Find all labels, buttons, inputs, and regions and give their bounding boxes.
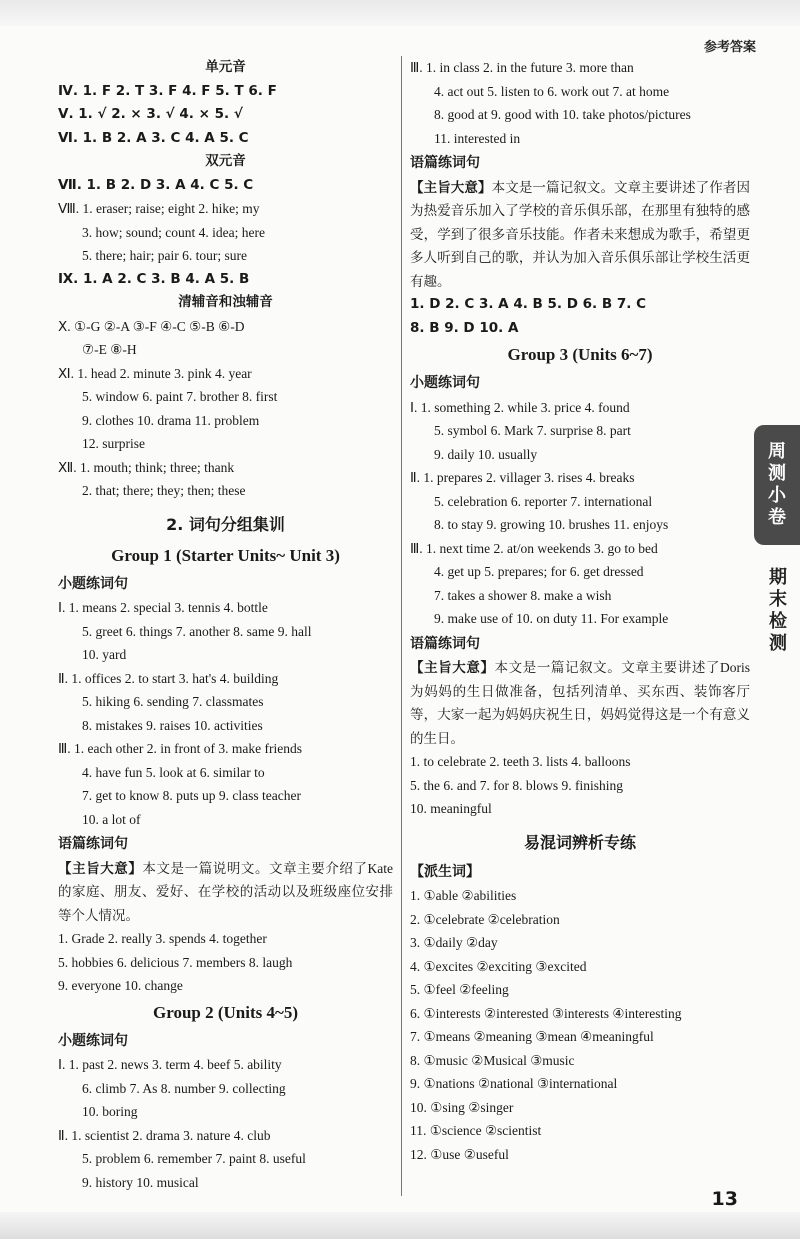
answer-line: 8. to stay 9. growing 10. brushes 11. enjoys (434, 517, 669, 532)
answer-line: 5. symbol 6. Mark 7. surprise 8. part (434, 423, 631, 438)
answer-line: Ⅳ. 1. F 2. T 3. F 4. F 5. T 6. F (58, 82, 277, 99)
answer-line: 6. climb 7. As 8. number 9. collecting (82, 1080, 286, 1096)
answer-line: 7. takes a shower 8. make a wish (434, 587, 612, 603)
summary-tag: 【主旨大意】 (410, 179, 492, 195)
answer-line: Ⅰ. 1. past 2. news 3. term 4. beef 5. ability (58, 1057, 282, 1072)
answer-line: 9. ①nations ②national ③international (410, 1076, 618, 1091)
answer-line: ⑦-E ⑧-H (82, 342, 137, 357)
answer-line: 8. good at 9. good with 10. take photos/pictures (434, 107, 691, 122)
answer-line: Ⅺ. 1. head 2. minute 3. pink 4. year (58, 365, 252, 381)
section-label: 小题练词句 (58, 1032, 128, 1049)
side-tab-char: 检 (769, 611, 787, 632)
summary-tag: 【主旨大意】 (410, 660, 495, 675)
section-label: 语篇练词句 (410, 155, 480, 171)
bottom-scan-edge (0, 1212, 800, 1239)
section-label: 小题练词句 (410, 375, 480, 391)
side-tab-char: 末 (769, 589, 787, 610)
answer-line: 11. ①science ②scientist (410, 1123, 542, 1138)
side-tab-active[interactable] (754, 425, 800, 545)
subheading: 清辅音和浊辅音 (178, 294, 273, 310)
answer-line: 5. there; hair; pair 6. tour; sure (82, 248, 247, 263)
answer-line: 10. a lot of (82, 811, 141, 827)
answer-line: 5. the 6. and 7. for 8. blows 9. finishing (410, 777, 623, 793)
answer-line: 12. surprise (82, 436, 145, 451)
answer-line: 5. celebration 6. reporter 7. international (434, 493, 653, 509)
answer-line: Ⅶ. 1. B 2. D 3. A 4. C 5. C (58, 176, 254, 193)
answer-line: Ⅹ. ①-G ②-A ③-F ④-C ⑤-B ⑥-D (58, 318, 245, 334)
answer-line: 1. ①able ②abilities (410, 888, 517, 903)
answer-line: 9. history 10. musical (82, 1174, 199, 1190)
answer-line: 6. ①interests ②interested ③interests ④interesting (410, 1005, 682, 1021)
answer-line: 5. greet 6. things 7. another 8. same 9. hall (82, 623, 312, 639)
column-divider (401, 56, 402, 1196)
answer-line: Ⅷ. 1. eraser; raise; eight 2. hike; my (58, 201, 260, 216)
answer-line: 5. problem 6. remember 7. paint 8. useful (82, 1151, 306, 1166)
answer-line: 9. daily 10. usually (434, 446, 538, 462)
answer-line: Ⅱ. 1. offices 2. to start 3. hat's 4. building (58, 670, 279, 686)
answer-line: 12. ①use ②useful (410, 1146, 509, 1162)
summary-text: 本文是一篇说明文。文章主要介绍了Kate的家庭、朋友、爱好、在学校的活动以及班级座位安排等个人情况。 (58, 860, 394, 923)
section-title: 2. 词句分组集训 (166, 514, 285, 534)
left-column (58, 56, 393, 1194)
side-tab-char: 周 (768, 441, 786, 462)
answer-line: Ⅸ. 1. A 2. C 3. B 4. A 5. B (58, 270, 250, 287)
answer-line: 4. act out 5. listen to 6. work out 7. at home (434, 83, 670, 99)
side-tab-char: 期 (769, 567, 787, 588)
answer-line: Ⅱ. 1. prepares 2. villager 3. rises 4. breaks (410, 470, 635, 485)
answer-line: 5. hobbies 6. delicious 7. members 8. laugh (58, 954, 293, 970)
answer-line: Ⅰ. 1. something 2. while 3. price 4. found (410, 399, 630, 415)
answer-line: 8. ①music ②Musical ③music (410, 1052, 575, 1068)
answer-line: 1. to celebrate 2. teeth 3. lists 4. balloons (410, 754, 631, 769)
answer-line: Ⅴ. 1. √ 2. × 3. √ 4. × 5. √ (58, 106, 243, 122)
answer-line: Ⅲ. 1. each other 2. in front of 3. make friends (58, 741, 302, 756)
answer-line: Ⅵ. 1. B 2. A 3. C 4. A 5. C (58, 129, 249, 146)
answer-line: 5. window 6. paint 7. brother 8. first (82, 389, 278, 404)
section-label: 语篇练词句 (410, 635, 480, 652)
side-tab-char: 测 (769, 633, 787, 654)
answer-line: 5. ①feel ②feeling (410, 982, 509, 997)
answer-line: 5. hiking 6. sending 7. classmates (82, 694, 264, 709)
answer-line: 8. mistakes 9. raises 10. activities (82, 717, 263, 733)
group-title: Group 3 (Units 6~7) (507, 345, 653, 364)
summary-tag: 【主旨大意】 (58, 860, 143, 876)
answer-line: 10. meaningful (410, 801, 492, 816)
answer-line: Ⅲ. 1. in class 2. in the future 3. more than (410, 60, 634, 75)
answer-line: Ⅱ. 1. scientist 2. drama 3. nature 4. club (58, 1127, 271, 1143)
answer-line: 10. yard (82, 647, 127, 662)
answer-line: 4. ①excites ②exciting ③excited (410, 958, 587, 974)
answer-line: 2. ①celebrate ②celebration (410, 911, 560, 927)
side-tab-char: 卷 (768, 507, 786, 528)
subheading: 双元音 (205, 153, 246, 169)
group-title: Group 1 (Starter Units~ Unit 3) (111, 545, 340, 565)
answer-line: 7. get to know 8. puts up 9. class teacher (82, 788, 301, 803)
answer-line: Ⅻ. 1. mouth; think; three; thank (58, 459, 235, 475)
summary-paragraph (410, 656, 750, 750)
answer-line: 9. clothes 10. drama 11. problem (82, 412, 260, 428)
section-label: 语篇练词句 (58, 836, 128, 852)
answer-line: 11. interested in (434, 130, 521, 146)
answer-line: 1. Grade 2. really 3. spends 4. together (58, 931, 267, 946)
subheading: 单元音 (205, 59, 246, 75)
top-scan-edge (0, 0, 800, 26)
answer-line: 4. get up 5. prepares; for 6. get dressed (434, 564, 644, 579)
answer-line: 7. ①means ②meaning ③mean ④meaningful (410, 1029, 654, 1044)
answer-line: 8. B 9. D 10. A (410, 319, 519, 336)
summary-paragraph (410, 176, 750, 294)
right-column (410, 56, 750, 1166)
section-label: 【派生词】 (410, 863, 480, 880)
answer-line: 3. ①daily ②day (410, 935, 498, 950)
answer-line: 1. D 2. C 3. A 4. B 5. D 6. B 7. C (410, 296, 647, 312)
answer-line: 4. have fun 5. look at 6. similar to (82, 764, 265, 780)
answer-line: Ⅲ. 1. next time 2. at/on weekends 3. go to bed (410, 540, 658, 556)
answer-line: 3. how; sound; count 4. idea; here (82, 224, 265, 240)
answer-line: 10. boring (82, 1104, 138, 1119)
summary-text: 本文是一篇记叙文。文章主要讲述了作者因为热爱音乐加入了学校的音乐俱乐部，在那里有独特的感受，学到了很多音乐技能。作者未来想成为歌手，希望更多人听到自己的歌，并认为加入音乐俱乐部让学校生活更有趣。 (410, 179, 750, 289)
group-title: Group 2 (Units 4~5) (152, 1002, 298, 1022)
header-label: 参考答案 (703, 40, 756, 55)
answer-line: 10. ①sing ②singer (410, 1099, 514, 1115)
summary-text: 本文是一篇记叙文。文章主要讲述了Doris为妈妈的生日做准备，包括列清单、买东西、装饰客厅等，大家一起为妈妈庆祝生日，妈妈觉得这是一个有意义的生日。 (410, 660, 751, 746)
side-tab-inactive[interactable] (756, 556, 800, 666)
answer-line: Ⅰ. 1. means 2. special 3. tennis 4. bottle (58, 600, 268, 615)
answer-line: 9. everyone 10. change (58, 978, 183, 993)
side-tab-char: 测 (768, 463, 786, 484)
section-label: 小题练词句 (58, 575, 128, 592)
page-number: 13 (711, 1188, 738, 1210)
answer-line: 9. make use of 10. on duty 11. For example (434, 611, 669, 626)
summary-paragraph (58, 857, 393, 928)
side-tab-char: 小 (768, 485, 786, 506)
answer-line: 2. that; there; they; then; these (82, 483, 246, 498)
section-title: 易混词辨析专练 (523, 832, 636, 852)
